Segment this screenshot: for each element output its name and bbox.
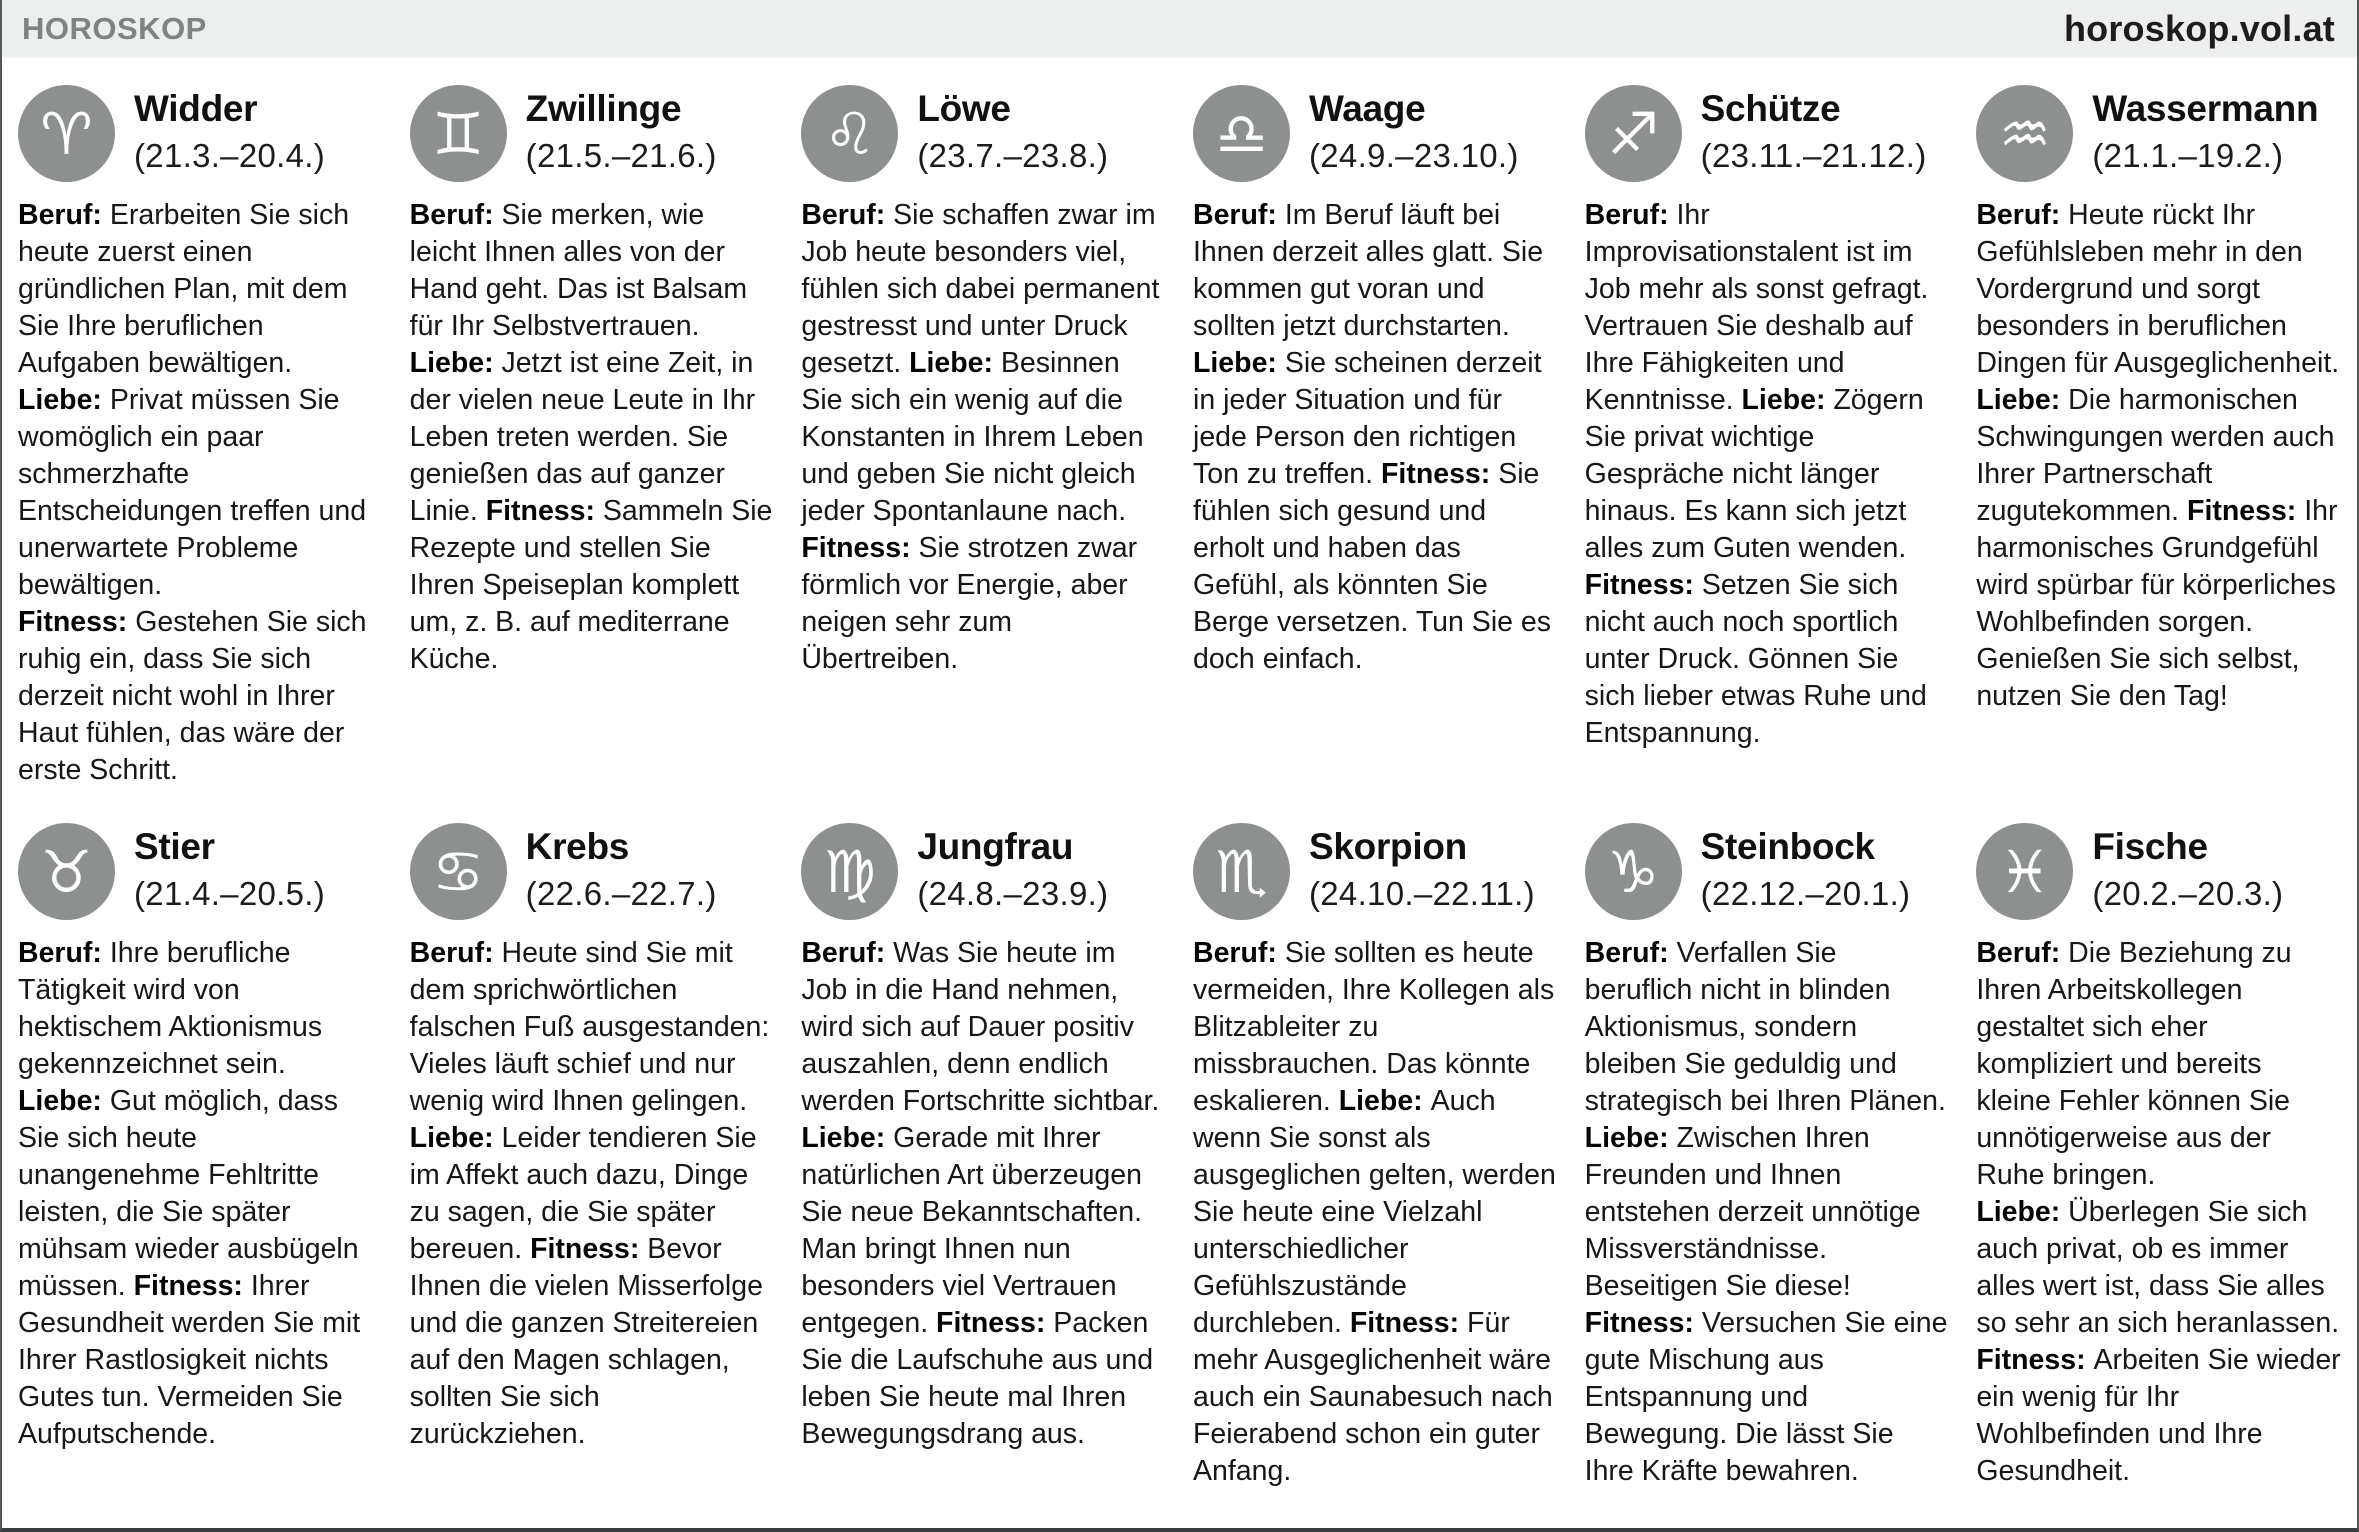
sign-text (1585, 197, 1950, 752)
capricorn-icon: ♑ (1585, 823, 1682, 920)
section-text: Gerade mit Ihrer natürlichen Art überzeugen Sie neue Bekanntschaften. Man bringt Ihnen nun besonders viel Vertrauen entgegen. (801, 1122, 1142, 1339)
section-label-fitness: Fitness: (1584, 569, 1694, 601)
sign-text (18, 935, 383, 1453)
section-text: Packen Sie die Laufschuhe aus und leben Sie heute mal Ihren Bewegungsdrang aus. (801, 1307, 1154, 1450)
sign-header (410, 85, 775, 182)
section-label-beruf: Beruf: (18, 199, 102, 231)
section-label-fitness: Fitness: (1349, 1307, 1460, 1339)
section-label-beruf: Beruf: (1192, 199, 1277, 231)
section-text: Jetzt ist eine Zeit, in der vielen neue Leute in Ihr Leben treten werden. Sie genießen das auf ganzer Linie. (409, 347, 756, 527)
sign-name: Schütze (1700, 88, 1841, 129)
section-label-beruf: Beruf: (1192, 937, 1277, 969)
sign-header (801, 823, 1166, 920)
section-text: Ihre berufliche Tätigkeit wird von hektischem Aktionismus gekennzeichnet sein. (18, 937, 323, 1080)
section-label-liebe: Liebe: (801, 1122, 886, 1154)
sign-titles (134, 85, 325, 175)
cancer-icon: ♋ (410, 823, 507, 920)
section-label-fitness: Fitness: (530, 1233, 640, 1265)
section-text: Überlegen Sie sich auch privat, ob es immer alles wert ist, dass Sie alles so sehr an sich heranlassen. (1976, 1196, 2340, 1339)
section-text: Sie fühlen sich gesund und erholt und haben das Gefühl, als könnten Sie Berge versetzen. Tun Sie es doch einfach. (1192, 458, 1552, 675)
sign-card (1193, 85, 1558, 789)
section-text: Setzen Sie sich nicht auch noch sportlich unter Druck. Gönnen Sie sich lieber etwas Ruhe und Entspannung. (1584, 569, 1927, 749)
section-label-liebe: Liebe: (409, 347, 494, 379)
masthead (2, 0, 2357, 59)
section-text: Sie schaffen zwar im Job heute besonders viel, fühlen sich dabei permanent gestresst und unter Druck gesetzt. (801, 199, 1160, 379)
sign-titles (134, 823, 325, 913)
sign-card (1585, 85, 1950, 789)
page-title: HOROSKOP (22, 10, 207, 46)
section-label-fitness: Fitness: (485, 495, 595, 527)
section-text: Bevor Ihnen die vielen Misserfolge und die ganzen Streitereien auf den Magen schlagen, sollten Sie sich zurückziehen. (409, 1233, 763, 1450)
sign-text (1585, 935, 1950, 1490)
sign-dates: (23.11.–21.12.) (1700, 136, 1927, 174)
signs-grid (2, 59, 2357, 1528)
sign-dates: (22.12.–20.1.) (1700, 874, 1911, 912)
section-label-fitness: Fitness: (1976, 1344, 2086, 1376)
section-label-beruf: Beruf: (1976, 937, 2061, 969)
sign-card (18, 85, 383, 789)
sign-dates: (21.5.–21.6.) (525, 136, 717, 174)
taurus-icon: ♉ (18, 823, 115, 920)
section-label-beruf: Beruf: (1976, 199, 2061, 231)
section-label-beruf: Beruf: (409, 937, 494, 969)
section-text: Auch wenn Sie sonst als ausgeglichen gelten, werden Sie heute eine Vielzahl unterschiedlicher Gefühlszustände durchleben. (1192, 1085, 1556, 1339)
sign-header (410, 823, 775, 920)
scorpio-icon: ♏ (1193, 823, 1290, 920)
sign-card (801, 85, 1166, 789)
section-text: Sie scheinen derzeit in jeder Situation und für jede Person den richtigen Ton zu treffen. (1192, 347, 1542, 490)
section-label-liebe: Liebe: (1338, 1085, 1423, 1117)
sign-titles (526, 823, 717, 913)
sign-dates: (23.7.–23.8.) (917, 136, 1109, 174)
section-text: Für mehr Ausgeglichenheit wäre auch ein Saunabesuch nach Feierabend schon ein guter Anfang. (1192, 1307, 1553, 1487)
section-label-liebe: Liebe: (409, 1122, 494, 1154)
section-label-liebe: Liebe: (18, 384, 102, 416)
section-text: Gestehen Sie sich ruhig ein, dass Sie sich derzeit nicht wohl in Ihrer Haut fühlen, das wäre der erste Schritt. (18, 606, 367, 786)
section-text: Was Sie heute im Job in die Hand nehmen, wird sich auf Dauer positiv auszahlen, denn endlich werden Fortschritte sichtbar. (801, 937, 1160, 1117)
section-text: Heute rückt Ihr Gefühlsleben mehr in den Vordergrund und sorgt besonders in beruflichen Dingen für Ausgeglichenheit. (1976, 199, 2340, 379)
sign-dates: (21.3.–20.4.) (134, 136, 326, 174)
sign-dates: (24.9.–23.10.) (1308, 136, 1519, 174)
section-text: Arbeiten Sie wieder ein wenig für Ihr Wohlbefinden und Ihre Gesundheit. (1976, 1344, 2341, 1487)
sign-name: Widder (134, 88, 258, 129)
sign-dates: (24.10.–22.11.) (1308, 874, 1535, 912)
section-label-fitness: Fitness: (1381, 458, 1491, 490)
section-text: Zwischen Ihren Freunden und Ihnen entstehen derzeit unnötige Missverständnisse. Beseitigen Sie diese! (1584, 1122, 1921, 1302)
section-text: Zögern Sie privat wichtige Gespräche nicht länger hinaus. Es kann sich jetzt alles zum Guten wenden. (1584, 384, 1924, 564)
sign-header (801, 85, 1166, 182)
section-text: Die Beziehung zu Ihren Arbeitskollegen gestaltet sich eher kompliziert und bereits kleine Fehler können Sie unnötigerweise aus der Ruhe bringen. (1976, 937, 2292, 1191)
sign-dates: (21.4.–20.5.) (134, 874, 326, 912)
sign-text (1976, 197, 2341, 715)
aries-icon: ♈ (18, 85, 115, 182)
section-label-beruf: Beruf: (1584, 199, 1669, 231)
sign-dates: (20.2.–20.3.) (2092, 874, 2284, 912)
section-label-beruf: Beruf: (1584, 937, 1669, 969)
section-text: Die harmonischen Schwingungen werden auch Ihrer Partnerschaft zugutekommen. (1976, 384, 2335, 527)
section-text: Besinnen Sie sich ein wenig auf die Konstanten in Ihrem Leben und geben Sie nicht gleich jeder Spontanlaune nach. (801, 347, 1144, 527)
libra-icon: ♎ (1193, 85, 1290, 182)
sign-text (410, 935, 775, 1453)
sagittarius-icon: ♐ (1585, 85, 1682, 182)
sign-text (1193, 197, 1558, 678)
sign-name: Stier (134, 826, 215, 867)
sign-name: Waage (1308, 88, 1426, 129)
sign-header (1585, 85, 1950, 182)
section-text: Ihr Improvisationstalent ist im Job mehr als sonst gefragt. Vertrauen Sie deshalb auf Ihre Fähigkeiten und Kenntnisse. (1584, 199, 1929, 416)
section-label-liebe: Liebe: (909, 347, 993, 379)
sign-text (801, 935, 1166, 1453)
sign-text (1193, 935, 1558, 1490)
virgo-icon: ♍ (801, 823, 898, 920)
sign-header (18, 85, 383, 182)
sign-name: Jungfrau (917, 826, 1074, 867)
sign-name: Steinbock (1700, 826, 1875, 867)
sign-name: Wassermann (2092, 88, 2319, 129)
gemini-icon: ♊ (410, 85, 507, 182)
section-label-fitness: Fitness: (133, 1270, 243, 1302)
section-text: Verfallen Sie beruflich nicht in blinden Aktionismus, sondern bleiben Sie geduldig und strategisch bei Ihren Plänen. (1584, 937, 1946, 1117)
pisces-icon: ♓ (1976, 823, 2073, 920)
section-text: Leider tendieren Sie im Affekt auch dazu, Dinge zu sagen, die Sie später bereuen. (409, 1122, 757, 1265)
sign-card (1193, 823, 1558, 1490)
aquarius-icon: ♒ (1976, 85, 2073, 182)
sign-titles (2092, 85, 2318, 175)
sign-titles (917, 823, 1108, 913)
sign-text (410, 197, 775, 678)
sign-card (1976, 823, 2341, 1490)
section-text: Heute sind Sie mit dem sprichwörtlichen falschen Fuß ausgestanden: Vieles läuft schief und nur wenig wird Ihnen gelingen. (409, 937, 770, 1117)
sign-titles (526, 85, 717, 175)
section-label-fitness: Fitness: (1584, 1307, 1694, 1339)
sign-dates: (22.6.–22.7.) (525, 874, 717, 912)
sign-name: Löwe (917, 88, 1011, 129)
sign-text (18, 197, 383, 789)
section-label-liebe: Liebe: (1584, 1122, 1669, 1154)
sign-header (1976, 85, 2341, 182)
sign-titles (1309, 823, 1535, 913)
section-label-liebe: Liebe: (1976, 1196, 2061, 1228)
sign-header (1585, 823, 1950, 920)
sign-header (1193, 823, 1558, 920)
section-text: Sammeln Sie Rezepte und stellen Sie Ihren Speiseplan komplett um, z. B. auf mediterrane Küche. (409, 495, 773, 675)
section-label-beruf: Beruf: (18, 937, 102, 969)
section-label-fitness: Fitness: (2187, 495, 2297, 527)
section-text: Versuchen Sie eine gute Mischung aus Entspannung und Bewegung. Die lässt Sie Ihre Kräfte bewahren. (1584, 1307, 1948, 1487)
sign-titles (917, 85, 1108, 175)
sign-header (1193, 85, 1558, 182)
sign-card (18, 823, 383, 1490)
sign-titles (1309, 85, 1519, 175)
sign-text (1976, 935, 2341, 1490)
section-label-beruf: Beruf: (801, 199, 886, 231)
sign-titles (1701, 823, 1911, 913)
section-label-liebe: Liebe: (1192, 347, 1277, 379)
section-label-beruf: Beruf: (801, 937, 886, 969)
sign-card (1585, 823, 1950, 1490)
section-label-liebe: Liebe: (18, 1085, 102, 1117)
section-label-fitness: Fitness: (936, 1307, 1046, 1339)
section-label-fitness: Fitness: (801, 532, 911, 564)
sign-card (1976, 85, 2341, 789)
section-text: Privat müssen Sie womöglich ein paar schmerzhafte Entscheidungen treffen und unerwartete Probleme bewältigen. (18, 384, 367, 601)
section-text: Gut möglich, dass Sie sich heute unangenehme Fehltritte leisten, die Sie später mühsam wieder ausbügeln müssen. (18, 1085, 359, 1302)
sign-titles (2092, 823, 2283, 913)
section-label-liebe: Liebe: (1976, 384, 2061, 416)
sign-dates: (21.1.–19.2.) (2092, 136, 2284, 174)
sign-name: Zwillinge (525, 88, 682, 129)
sign-card (410, 823, 775, 1490)
site-url: horoskop.vol.at (2063, 7, 2335, 49)
sign-name: Skorpion (1308, 826, 1467, 867)
sign-name: Krebs (525, 826, 630, 867)
section-text: Sie merken, wie leicht Ihnen alles von der Hand geht. Das ist Balsam für Ihr Selbstvertrauen. (409, 199, 748, 342)
sign-name: Fische (2092, 826, 2208, 867)
section-text: Ihr harmonisches Grundgefühl wird spürbar für körperliches Wohlbefinden sorgen. Genießen Sie sich selbst, nutzen Sie den Tag! (1976, 495, 2338, 712)
leo-icon: ♌ (801, 85, 898, 182)
section-text: Sie strotzen zwar förmlich vor Energie, aber neigen sehr zum Übertreiben. (801, 532, 1138, 675)
section-text: Ihrer Gesundheit werden Sie mit Ihrer Rastlosigkeit nichts Gutes tun. Vermeiden Sie Aufputschende. (18, 1270, 361, 1450)
sign-header (18, 823, 383, 920)
sign-card (801, 823, 1166, 1490)
section-text: Sie sollten es heute vermeiden, Ihre Kollegen als Blitzableiter zu missbrauchen. Das könnte eskalieren. (1192, 937, 1555, 1117)
section-label-beruf: Beruf: (409, 199, 494, 231)
sign-dates: (24.8.–23.9.) (917, 874, 1109, 912)
sign-text (801, 197, 1166, 678)
section-text: Im Beruf läuft bei Ihnen derzeit alles glatt. Sie kommen gut voran und sollten jetzt durchstarten. (1192, 199, 1544, 342)
sign-header (1976, 823, 2341, 920)
section-text: Erarbeiten Sie sich heute zuerst einen gründlichen Plan, mit dem Sie Ihre beruflichen Aufgaben bewältigen. (18, 199, 350, 379)
section-label-liebe: Liebe: (1741, 384, 1826, 416)
sign-titles (1701, 85, 1927, 175)
section-label-fitness: Fitness: (18, 606, 128, 638)
sign-card (410, 85, 775, 789)
